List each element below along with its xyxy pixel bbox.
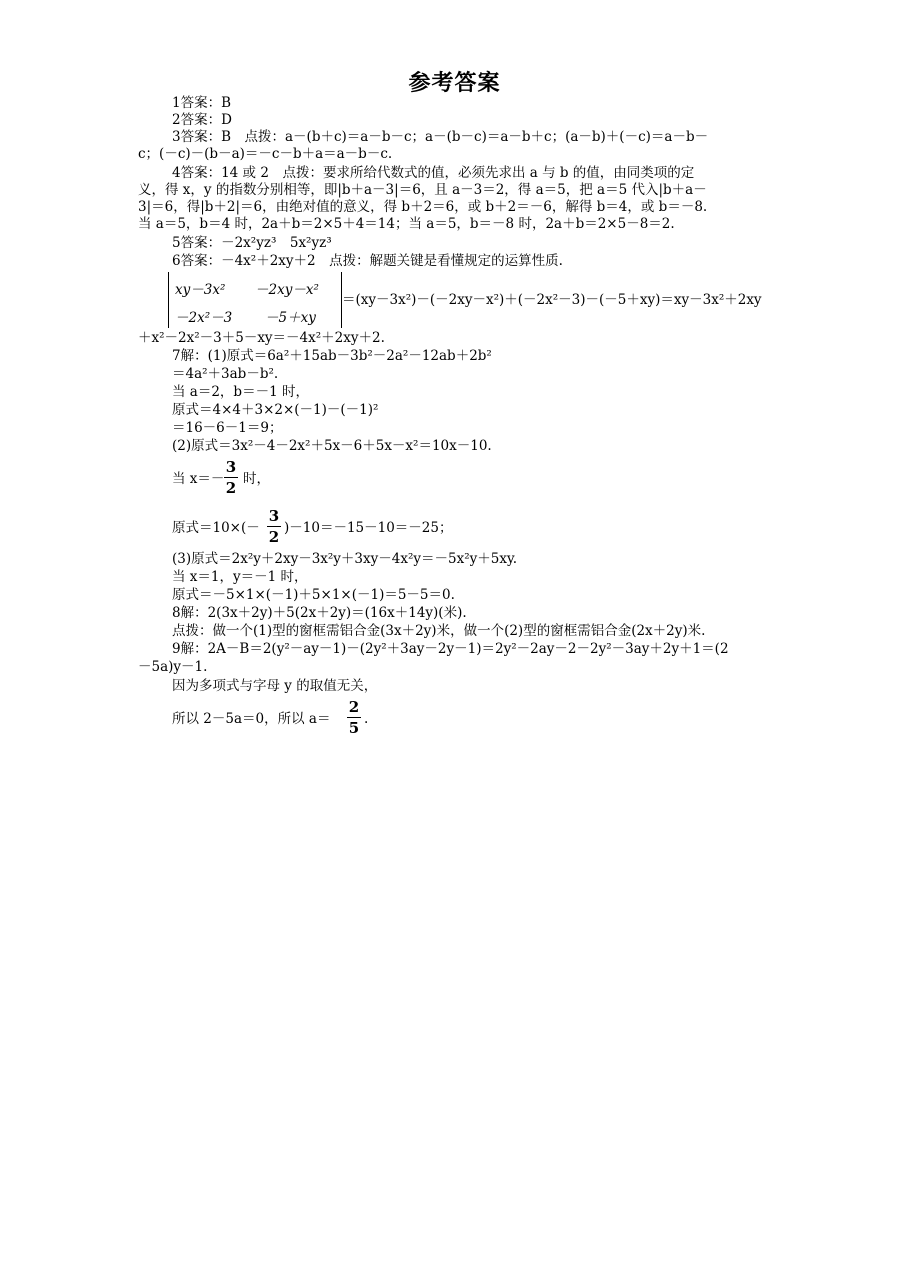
- answer-2: 2答案：D: [172, 112, 232, 128]
- answer-4-cont: 义，得 x，y 的指数分别相等，即|b＋a－3|＝6，且 a－3＝2，得 a＝5，把 a＝5 代入|b＋a－: [138, 182, 707, 198]
- answer-7-c: 当 a＝2，b＝－1 时，: [172, 384, 309, 400]
- answer-9-c: 因为多项式与字母 y 的取值无关，: [172, 678, 378, 694]
- det-a21: －2x²－3: [175, 310, 233, 326]
- answer-6-equation: ＝(xy－3x²)－(－2xy－x²)＋(－2x²－3)－(－5＋xy)＝xy－3x²＋2xy: [342, 292, 762, 308]
- answer-7-e: ＝16－6－1＝9；: [172, 420, 283, 436]
- answer-4-cont3: 当 a＝5，b＝4 时，2a＋b＝2×5＋4＝14；当 a＝5，b＝－8 时，2a＋b＝2×5－8＝2.: [138, 216, 675, 232]
- answer-3: 3答案：B 点拨：a－(b＋c)＝a－b－c；a－(b－c)＝a－b＋c；(a－b)＋(－c)＝a－b－: [172, 129, 709, 145]
- answer-9-cont: －5a)y－1.: [138, 659, 208, 675]
- answer-9-d-tail: .: [364, 711, 369, 727]
- answer-7: 7解：(1)原式＝6a²＋15ab－3b²－2a²－12ab＋2b²: [172, 348, 492, 364]
- answer-6-cont: ＋x²－2x²－3＋5－xy＝－4x²＋2xy＋2.: [138, 330, 385, 346]
- fraction-denominator: 2: [225, 479, 237, 497]
- answer-5: 5答案：－2x²yz³ 5x²yz³: [172, 235, 332, 251]
- fraction-numerator: 3: [225, 458, 237, 476]
- answer-7-g: 当 x＝－: [172, 471, 225, 487]
- det-a11: xy－3x²: [175, 282, 226, 298]
- fraction-3-2-a: [224, 458, 238, 497]
- answer-3-cont: c；(－c)－(b－a)＝－c－b＋a＝a－b－c.: [138, 146, 393, 162]
- answer-9: 9解：2A－B＝2(y²－ay－1)－(2y²＋3ay－2y－1)＝2y²－2ay－2－2y²－3ay＋2y＋1＝(2: [172, 641, 729, 657]
- answer-7-f: (2)原式＝3x²－4－2x²＋5x－6＋5x－x²＝10x－10.: [172, 438, 492, 454]
- answer-6: 6答案：－4x²＋2xy＋2 点拨：解题关键是看懂规定的运算性质.: [172, 253, 563, 269]
- fraction-numerator: 3: [268, 507, 280, 525]
- determinant: [168, 272, 342, 328]
- answer-8-hint: 点拨：做一个(1)型的窗框需铝合金(3x＋2y)米，做一个(2)型的窗框需铝合金(2x＋2y)米.: [172, 623, 706, 639]
- fraction-3-2-b: [267, 507, 281, 546]
- answer-7-k: 原式＝－5×1×(－1)＋5×1×(－1)＝5－5＝0.: [172, 587, 455, 603]
- answer-9-d: 所以 2－5a＝0，所以 a＝: [172, 711, 331, 727]
- fraction-numerator: 2: [348, 698, 360, 716]
- answer-7-b: ＝4a²＋3ab－b².: [172, 366, 279, 382]
- answer-8: 8解：2(3x＋2y)＋5(2x＋2y)＝(16x＋14y)(米).: [172, 605, 467, 621]
- det-a12: －2xy－x²: [255, 282, 319, 298]
- answer-7-g-tail: 时，: [243, 471, 270, 487]
- det-a22: －5＋xy: [265, 310, 316, 326]
- answer-7-i: (3)原式＝2x²y＋2xy－3x²y＋3xy－4x²y＝－5x²y＋5xy.: [172, 551, 518, 567]
- answer-1: 1答案：B: [172, 95, 232, 111]
- answer-7-h: 原式＝10×(－: [172, 520, 260, 536]
- answer-4: 4答案：14 或 2 点拨：要求所给代数式的值，必须先求出 a 与 b 的值，由同类项的定: [172, 165, 695, 181]
- page-title: 参考答案: [408, 70, 501, 96]
- answer-7-j: 当 x＝1，y＝－1 时，: [172, 569, 308, 585]
- fraction-2-5: [347, 698, 361, 737]
- fraction-denominator: 2: [268, 528, 280, 546]
- answer-7-h-tail: )－10＝－15－10＝－25；: [284, 520, 453, 536]
- answer-7-d: 原式＝4×4＋3×2×(－1)－(－1)²: [172, 402, 379, 418]
- fraction-denominator: 5: [348, 719, 360, 737]
- answer-4-cont2: 3|＝6，得|b＋2|＝6，由绝对值的意义，得 b＋2＝6，或 b＋2＝－6，解得 b＝4，或 b＝－8.: [138, 199, 708, 215]
